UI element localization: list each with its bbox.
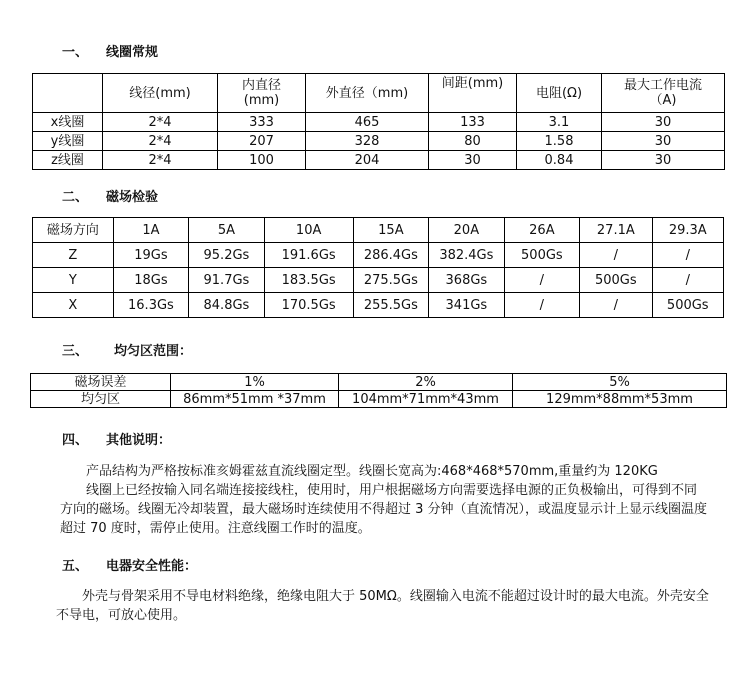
table-cell: /	[504, 268, 580, 293]
table-cell: 129mm*88mm*53mm	[513, 391, 727, 408]
section-5-heading	[62, 555, 197, 574]
table-cell: 0.84	[517, 151, 602, 170]
table-cell: /	[580, 293, 652, 318]
table-row	[33, 293, 724, 318]
header-cell: 磁场误差	[31, 374, 171, 391]
table-cell: 100	[218, 151, 306, 170]
table-row	[31, 391, 727, 408]
table-cell: 30	[429, 151, 517, 170]
table-cell: 30	[602, 113, 725, 132]
section-number: 四、	[62, 433, 89, 448]
header-cell: 磁场方向	[33, 218, 114, 243]
safety-paragraph: 外壳与骨架采用不导电材料绝缘，绝缘电阻大于 50MΩ。线圈输入电流不能超过设计时的最大电流。外壳安全不导电，可放心使用。	[56, 589, 709, 623]
table-cell: x线圈	[33, 113, 103, 132]
field-test-table	[32, 217, 724, 318]
table-cell: 3.1	[517, 113, 602, 132]
section-title: 磁场检验	[106, 190, 159, 205]
header-cell: 5%	[513, 374, 727, 391]
header-cell: 线径(mm)	[103, 74, 218, 113]
section-number: 三、	[62, 344, 89, 359]
table-cell: 204	[306, 151, 429, 170]
table-cell: 500Gs	[580, 268, 652, 293]
table-cell: 275.5Gs	[353, 268, 429, 293]
table-cell: 30	[602, 132, 725, 151]
table-cell: 341Gs	[429, 293, 505, 318]
section-1-heading	[62, 41, 158, 60]
header-cell: 10A	[264, 218, 353, 243]
table-cell: 500Gs	[652, 293, 723, 318]
section-2-heading	[62, 186, 158, 205]
header-cell: 20A	[429, 218, 505, 243]
section-number: 五、	[62, 559, 89, 574]
table-row	[33, 268, 724, 293]
table-cell: /	[504, 293, 580, 318]
table-cell: 80	[429, 132, 517, 151]
header-cell: 2%	[339, 374, 513, 391]
table-cell: 2*4	[103, 132, 218, 151]
table-cell: 16.3Gs	[113, 293, 189, 318]
table-row	[33, 151, 725, 170]
table-cell: /	[580, 243, 652, 268]
header-cell: 15A	[353, 218, 429, 243]
section-number: 一、	[62, 45, 89, 60]
table-cell: /	[652, 268, 723, 293]
header-cell: 1A	[113, 218, 189, 243]
section-number: 二、	[62, 190, 89, 205]
table-cell: 382.4Gs	[429, 243, 505, 268]
header-cell: 间距(mm)	[429, 74, 517, 113]
section-title: 电器安全性能：	[106, 559, 198, 574]
header-cell: 外直径（mm)	[306, 74, 429, 113]
coil-spec-table	[32, 73, 725, 170]
table-cell: 133	[429, 113, 517, 132]
table-row	[33, 113, 725, 132]
header-cell: 27.1A	[580, 218, 652, 243]
table-cell: y线圈	[33, 132, 103, 151]
table-cell: 104mm*71mm*43mm	[339, 391, 513, 408]
table-cell: 170.5Gs	[264, 293, 353, 318]
table-row	[33, 243, 724, 268]
table-cell: 183.5Gs	[264, 268, 353, 293]
table-cell: 368Gs	[429, 268, 505, 293]
table-header-row	[33, 74, 725, 113]
header-cell	[33, 74, 103, 113]
table-cell: 2*4	[103, 113, 218, 132]
table-cell: 207	[218, 132, 306, 151]
table-cell: 328	[306, 132, 429, 151]
header-cell: 5A	[189, 218, 265, 243]
table-cell: 30	[602, 151, 725, 170]
section-title: 均匀区范围：	[114, 344, 193, 359]
table-cell: 465	[306, 113, 429, 132]
table-cell: 2*4	[103, 151, 218, 170]
header-cell: 26A	[504, 218, 580, 243]
table-cell: 86mm*51mm *37mm	[171, 391, 339, 408]
table-row	[33, 132, 725, 151]
table-cell: 1.58	[517, 132, 602, 151]
notes-paragraph-2: 线圈上已经按输入同名端连接接线柱，使用时，用户根据磁场方向需要选择电源的正负极输出，可得到不同方向的磁场。线圈无冷却装置，最大磁场时连续使用不得超过 3 分钟（直流情况），或温度显示计上显示线圈温度超过 70 度时，需停止使用。注意线圈工作时的温度。	[60, 483, 708, 536]
header-cell: 1%	[171, 374, 339, 391]
table-cell: 286.4Gs	[353, 243, 429, 268]
table-cell: 19Gs	[113, 243, 189, 268]
section-4-heading	[62, 429, 171, 448]
table-cell: z线圈	[33, 151, 103, 170]
section-3-heading	[62, 340, 192, 359]
notes-paragraph-1: 产品结构为严格按标准亥姆霍兹直流线圈定型。线圈长宽高为:468*468*570mm,重量约为 120KG	[86, 464, 658, 479]
header-cell: 内直径 (mm)	[218, 74, 306, 113]
table-cell: X	[33, 293, 114, 318]
uniform-region-table	[30, 373, 727, 408]
table-header-row	[31, 374, 727, 391]
table-cell: 91.7Gs	[189, 268, 265, 293]
table-cell: /	[652, 243, 723, 268]
table-cell: 95.2Gs	[189, 243, 265, 268]
table-cell: 500Gs	[504, 243, 580, 268]
header-cell: 29.3A	[652, 218, 723, 243]
table-cell: 均匀区	[31, 391, 171, 408]
header-cell: 电阻(Ω)	[517, 74, 602, 113]
table-cell: 191.6Gs	[264, 243, 353, 268]
header-cell: 最大工作电流 （A)	[602, 74, 725, 113]
section-title: 线圈常规	[106, 45, 159, 60]
section-title: 其他说明：	[106, 433, 172, 448]
table-header-row	[33, 218, 724, 243]
table-cell: 255.5Gs	[353, 293, 429, 318]
table-cell: 333	[218, 113, 306, 132]
table-cell: Y	[33, 268, 114, 293]
table-cell: 18Gs	[113, 268, 189, 293]
table-cell: Z	[33, 243, 114, 268]
table-cell: 84.8Gs	[189, 293, 265, 318]
